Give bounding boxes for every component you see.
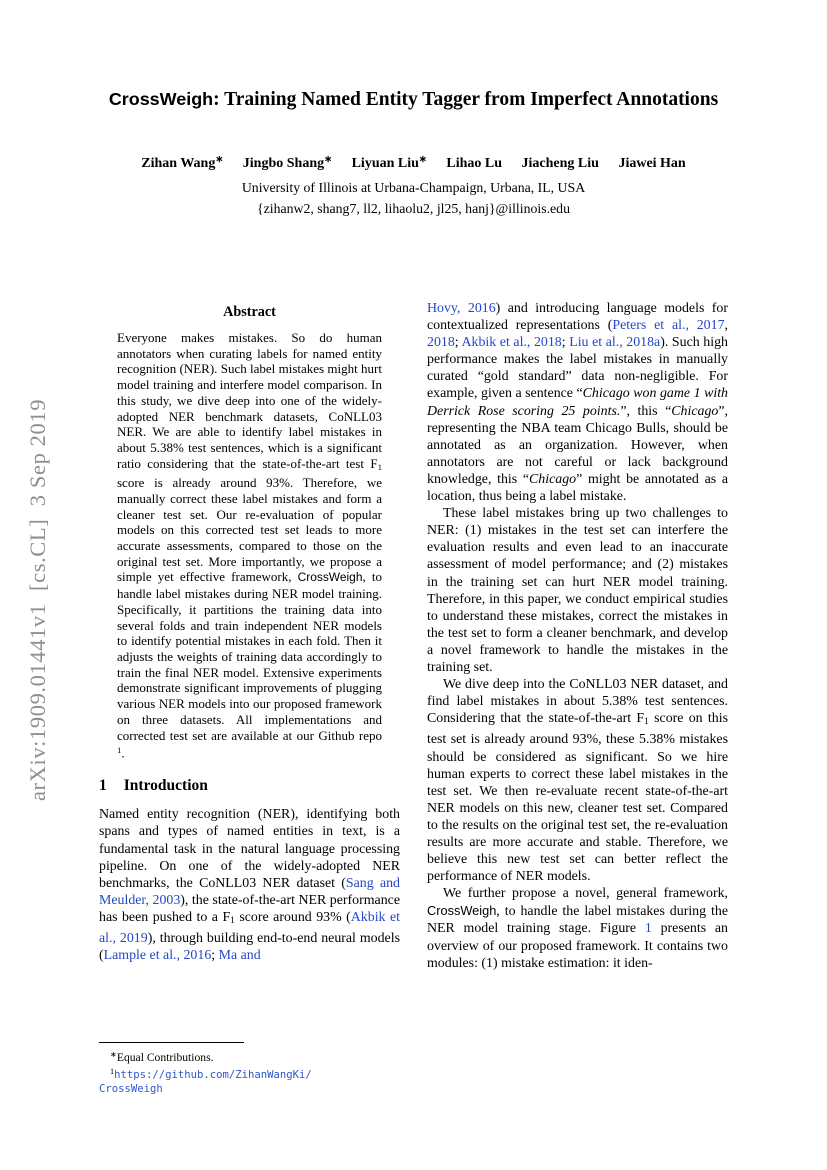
text-segment: ), the state-of-the-art NER performance has been pushed to a F <box>99 892 400 925</box>
citation-link[interactable]: Ma and <box>218 948 261 964</box>
section-title: Introduction <box>123 777 208 795</box>
citation-link[interactable]: 2018 <box>427 335 455 351</box>
text-segment: 1 <box>377 461 382 472</box>
text-segment: score is already around 93%. Therefore, we manually correct these label mistakes and form a cleaner test set. Our re-evaluation of popular models on this corrected test set leads to more accurate assessments, compared to those on the original test set. More importantly, we propose a simple yet effective framework, <box>117 475 382 585</box>
text-segment: We dive deep into the CoNLL03 NER dataset, and find label mistakes in about 5.38% test sentences. Considering that the state-of-the-art F <box>427 677 728 727</box>
paper-title <box>0 88 827 111</box>
text-segment: These label mistakes bring up two challenges to NER: (1) mistakes in the test set can interfere the evaluation results and even lead to an inaccurate assessment of model performance; and (2) mistakes in the training set can hurt NER model training. Therefore, in this paper, we conduct empirical studies to understand these mistakes, correct the mistakes in the test set to form a cleaner benchmark, and develop a novel framework to handle the mistakes in the training set. <box>427 506 728 675</box>
citation-link[interactable]: Sang and Meulder, 2003 <box>99 875 400 908</box>
email-line: {zihanw2, shang7, ll2, lihaolu2, jl25, hanj}@illinois.edu <box>257 200 570 216</box>
intro-paragraph-4 <box>427 885 728 971</box>
citation-link[interactable]: Lample et al., 2016 <box>103 948 212 964</box>
author-text: Jiawei Han <box>618 155 686 171</box>
right-column <box>427 300 728 972</box>
author-text: Jingbo Shang <box>242 155 325 171</box>
text-segment: , to handle label mistakes during NER model training. Specifically, it partitions the training data into several folds and train independent NER models to identify potential mistakes in each fold. Then it adjusts the weights of training data accordingly to train the final NER model. Extensive experiments demonstrate significant improvements of plugging various NER models into our proposed framework on three datasets. All implementations and corrected test set are available at our Github repo <box>117 569 382 743</box>
section-number: 1 <box>99 777 107 795</box>
text-segment: We further propose a novel, general framework, <box>443 886 728 902</box>
author-text: Zihan Wang <box>141 155 216 171</box>
left-column <box>99 300 400 972</box>
footnote-github-repo <box>99 1065 400 1097</box>
text-segment: CrossWeigh <box>108 89 214 109</box>
text-segment: Chicago <box>529 471 577 487</box>
text-segment: ”, representing the NBA team Chicago Bulls, should be annotated as an organization. However, when annotators are not careful or lack background knowledge, this “ <box>427 403 728 487</box>
text-segment: . <box>121 745 125 761</box>
text-segment: Chicago won game 1 with Derrick Rose scoring 25 points. <box>427 386 728 419</box>
text-segment: ) and introducing language models for contextualized representations ( <box>427 301 728 334</box>
affiliation: University of Illinois at Urbana-Champaign, Urbana, IL, USA <box>241 179 586 195</box>
author-name <box>522 156 599 171</box>
text-segment: score around 93% ( <box>234 909 351 925</box>
url-link[interactable]: CrossWeigh <box>99 1083 163 1096</box>
text-segment: ∗ <box>110 1050 117 1059</box>
author-text: Lihao Lu <box>446 155 503 171</box>
abstract-body <box>99 330 400 761</box>
citation-link[interactable]: 1 <box>644 921 652 937</box>
intro-paragraph-3 <box>427 676 728 885</box>
text-segment: CrossWeigh <box>427 903 497 919</box>
text-segment: 1 <box>644 717 649 728</box>
text-segment: , to handle the label mistakes during the NER model training stage. Figure <box>427 904 728 937</box>
footnote-rule <box>99 1042 244 1043</box>
abstract-heading: Abstract <box>223 304 276 320</box>
text-segment: presents an overview of our proposed framework. It contains two modules: (1) mistake estimation: it iden- <box>427 921 728 971</box>
text-segment: Equal Contributions. <box>116 1051 214 1065</box>
text-segment: ”, this “ <box>620 403 672 419</box>
intro-paragraph-1-continued <box>427 300 728 505</box>
text-segment: , <box>724 318 728 334</box>
section-heading-introduction <box>99 777 400 795</box>
footnote-equal-contributions <box>99 1048 400 1065</box>
text-segment: ” might be annotated as a location, thus being a label mistake. <box>427 471 728 505</box>
text-segment: ), through building end-to-end neural models ( <box>99 931 400 964</box>
author-text: Jiacheng Liu <box>521 155 599 171</box>
author-name <box>352 156 427 171</box>
equal-contribution-mark: ∗ <box>324 154 333 165</box>
arxiv-watermark: arXiv:1909.01441v1 [cs.CL] 3 Sep 2019 <box>25 398 50 802</box>
footnote-block <box>99 1042 400 1097</box>
text-segment: ). Such high performance makes the label mistakes in manually curated “gold standard” data non-negligible. For example, given a sentence “ <box>427 335 728 402</box>
text-segment: : Training Named Entity Tagger from Imperfect Annotations <box>213 89 719 110</box>
text-segment: 1 <box>110 1066 115 1076</box>
citation-link[interactable]: Hovy, 2016 <box>427 301 496 316</box>
author-text: Liyuan Liu <box>351 155 419 171</box>
text-segment: Named entity recognition (NER), identifying both spans and types of named entities in text, is a fundamental task in the natural language processing pipeline. On one of the widely-adopted NER benchmarks, the CoNLL03 NER dataset ( <box>99 807 400 891</box>
equal-contribution-mark: ∗ <box>418 154 427 165</box>
citation-link[interactable]: Akbik et al., 2018 <box>461 335 562 351</box>
two-column-body <box>99 300 728 972</box>
text-segment: ; <box>211 948 219 964</box>
text-segment: ; <box>561 335 570 351</box>
text-segment: 1 <box>117 745 122 756</box>
author-name <box>141 156 223 171</box>
citation-link[interactable]: Peters et al., 2017 <box>612 318 725 334</box>
citation-link[interactable]: Akbik et al., 2019 <box>99 909 400 947</box>
citation-link[interactable]: Liu et al., 2018a <box>569 335 661 351</box>
text-segment: Chicago <box>671 403 719 419</box>
text-segment: 1 <box>230 915 235 926</box>
text-segment: Everyone makes mistakes. So do human annotators when curating labels for named entity recognition (NER). Such label mistakes might hurt model training and interfere model comparison. In this study, we dive deep into one of the widely-adopted NER benchmark datasets, CoNLL03 NER. We are able to identify label mistakes in about 5.38% test sentences, which is a significant ratio considering that the state-of-the-art test F <box>117 330 382 471</box>
author-name <box>243 156 332 171</box>
author-name <box>446 156 502 171</box>
url-link[interactable]: https://github.com/ZihanWangKi/ <box>114 1068 312 1081</box>
author-line <box>0 153 827 171</box>
text-segment: score on this test set is already around 93%, these 5.38% mistakes should be considered as significant. So we hire human experts to correct these label mistakes in the test set. We then re-evaluate recent state-of-the-art NER models on this new, cleaner test set. Compared to the results on the original test set, the re-evaluation results are more accurate and stable. Therefore, we believe this new test set can better reflect the performance of NER models. <box>427 711 728 885</box>
text-segment: CrossWeigh <box>297 570 363 585</box>
author-name <box>618 156 685 171</box>
equal-contribution-mark: ∗ <box>215 154 224 165</box>
text-segment: ; <box>454 335 462 351</box>
intro-paragraph-2 <box>427 505 728 676</box>
intro-paragraph-1 <box>99 806 400 964</box>
paper-header <box>0 0 827 217</box>
abstract-section <box>99 304 400 761</box>
